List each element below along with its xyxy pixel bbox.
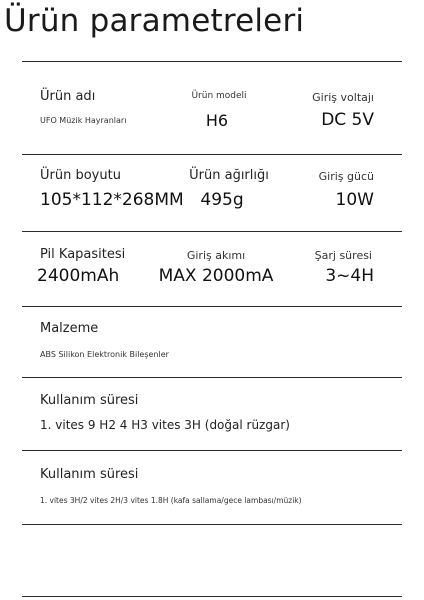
input-voltage-value: DC 5V: [321, 110, 374, 130]
divider: [22, 524, 402, 525]
product-model-label: Ürün modeli: [191, 91, 247, 101]
product-name-label: Ürün adı: [40, 89, 96, 104]
input-power-value: 10W: [335, 190, 374, 210]
product-model-value: H6: [205, 111, 229, 130]
usage-time-value: 1. vites 9 H2 4 H3 vites 3H (doğal rüzgar): [40, 418, 290, 432]
charge-time-label: Şarj süresi: [314, 249, 372, 262]
usage-time-label: Kullanım süresi: [40, 393, 139, 408]
input-current-value: MAX 2000mA: [158, 266, 274, 286]
divider: [22, 377, 402, 378]
divider: [22, 306, 402, 307]
divider: [22, 154, 402, 155]
charge-time-value: 3~4H: [325, 266, 374, 286]
product-size-label: Ürün boyutu: [40, 168, 121, 183]
product-weight-label: Ürün ağırlığı: [189, 168, 269, 183]
divider: [22, 61, 402, 62]
input-power-label: Giriş gücü: [318, 170, 374, 183]
battery-capacity-value: 2400mAh: [37, 266, 120, 286]
product-name-value: UFO Müzik Hayranları: [40, 116, 127, 125]
usage-time-label: Kullanım süresi: [40, 467, 139, 482]
material-label: Malzeme: [40, 321, 99, 336]
divider: [22, 231, 402, 232]
battery-capacity-label: Pil Kapasitesi: [40, 247, 126, 262]
product-weight-value: 495g: [200, 190, 244, 210]
input-voltage-label: Giriş voltajı: [312, 91, 374, 104]
usage-time-value: 1. vites 3H/2 vites 2H/3 vites 1.8H (kafa sallama/gece lambası/müzik): [40, 496, 302, 505]
divider: [22, 596, 402, 597]
input-current-label: Giriş akımı: [186, 249, 246, 262]
product-size-value: 105*112*268MM: [40, 190, 184, 210]
page-title: Ürün parametreleri: [4, 3, 305, 39]
material-value: ABS Silikon Elektronik Bileşenler: [40, 350, 169, 359]
divider: [22, 450, 402, 451]
